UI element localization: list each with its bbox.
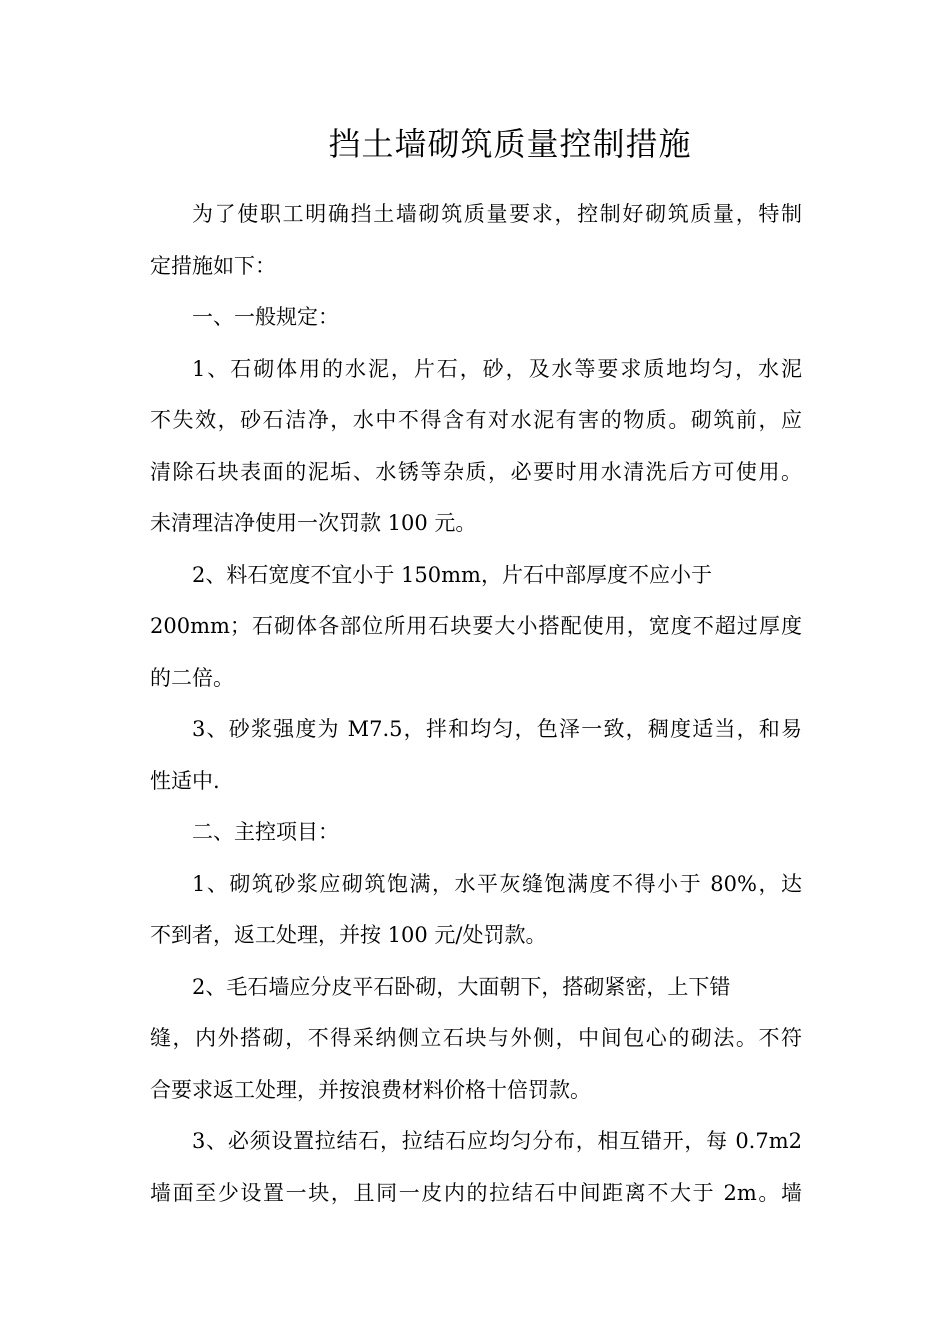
paragraph-line: 的二倍。 xyxy=(150,665,234,690)
paragraph-line: 清除石块表面的泥垢、水锈等杂质，必要时用水清洗后方可使用。 xyxy=(150,459,802,484)
paragraph-line: 为了使职工明确挡土墙砌筑质量要求，控制好砌筑质量，特制 xyxy=(192,202,802,226)
paragraph-line: 合要求返工处理，并按浪费材料价格十倍罚款。 xyxy=(150,1077,591,1102)
document-title: 挡土墙砌筑质量控制措施 xyxy=(328,125,692,163)
paragraph-line: 性适中. xyxy=(150,768,220,793)
paragraph-line: 2、毛石墙应分皮平石卧砌，大面朝下，搭砌紧密，上下错 xyxy=(192,974,731,999)
paragraph-line: 1、石砌体用的水泥，片石，砂，及水等要求质地均匀，水泥 xyxy=(192,356,802,381)
paragraph-line: 200mm；石砌体各部位所用石块要大小搭配使用，宽度不超过厚度 xyxy=(150,614,802,638)
document-body xyxy=(150,189,802,1219)
paragraph-line: 2、料石宽度不宜小于 150mm，片石中部厚度不应小于 xyxy=(192,562,712,587)
paragraph-line: 墙面至少设置一块，且同一皮内的拉结石中间距离不大于 2m。墙 xyxy=(150,1180,802,1205)
paragraph-line: 二、主控项目： xyxy=(192,820,339,844)
paragraph-line: 1、砌筑砂浆应砌筑饱满，水平灰缝饱满度不得小于 80%，达 xyxy=(192,871,802,896)
paragraph-line: 一、一般规定： xyxy=(192,305,339,329)
paragraph-line: 缝，内外搭砌，不得采纳侧立石块与外侧，中间包心的砌法。不符 xyxy=(150,1026,802,1050)
paragraph-line: 定措施如下： xyxy=(150,253,276,278)
paragraph-line: 未清理洁净使用一次罚款 100 元。 xyxy=(150,511,477,535)
paragraph-line: 不失效，砂石洁净，水中不得含有对水泥有害的物质。砌筑前，应 xyxy=(150,408,802,432)
paragraph-line: 不到者，返工处理，并按 100 元/处罚款。 xyxy=(150,923,547,947)
paragraph-line: 3、必须设置拉结石，拉结石应均匀分布，相互错开，每 0.7m2 xyxy=(192,1129,802,1153)
paragraph-line: 3、砂浆强度为 M7.5，拌和均匀，色泽一致，稠度适当，和易 xyxy=(192,717,802,741)
